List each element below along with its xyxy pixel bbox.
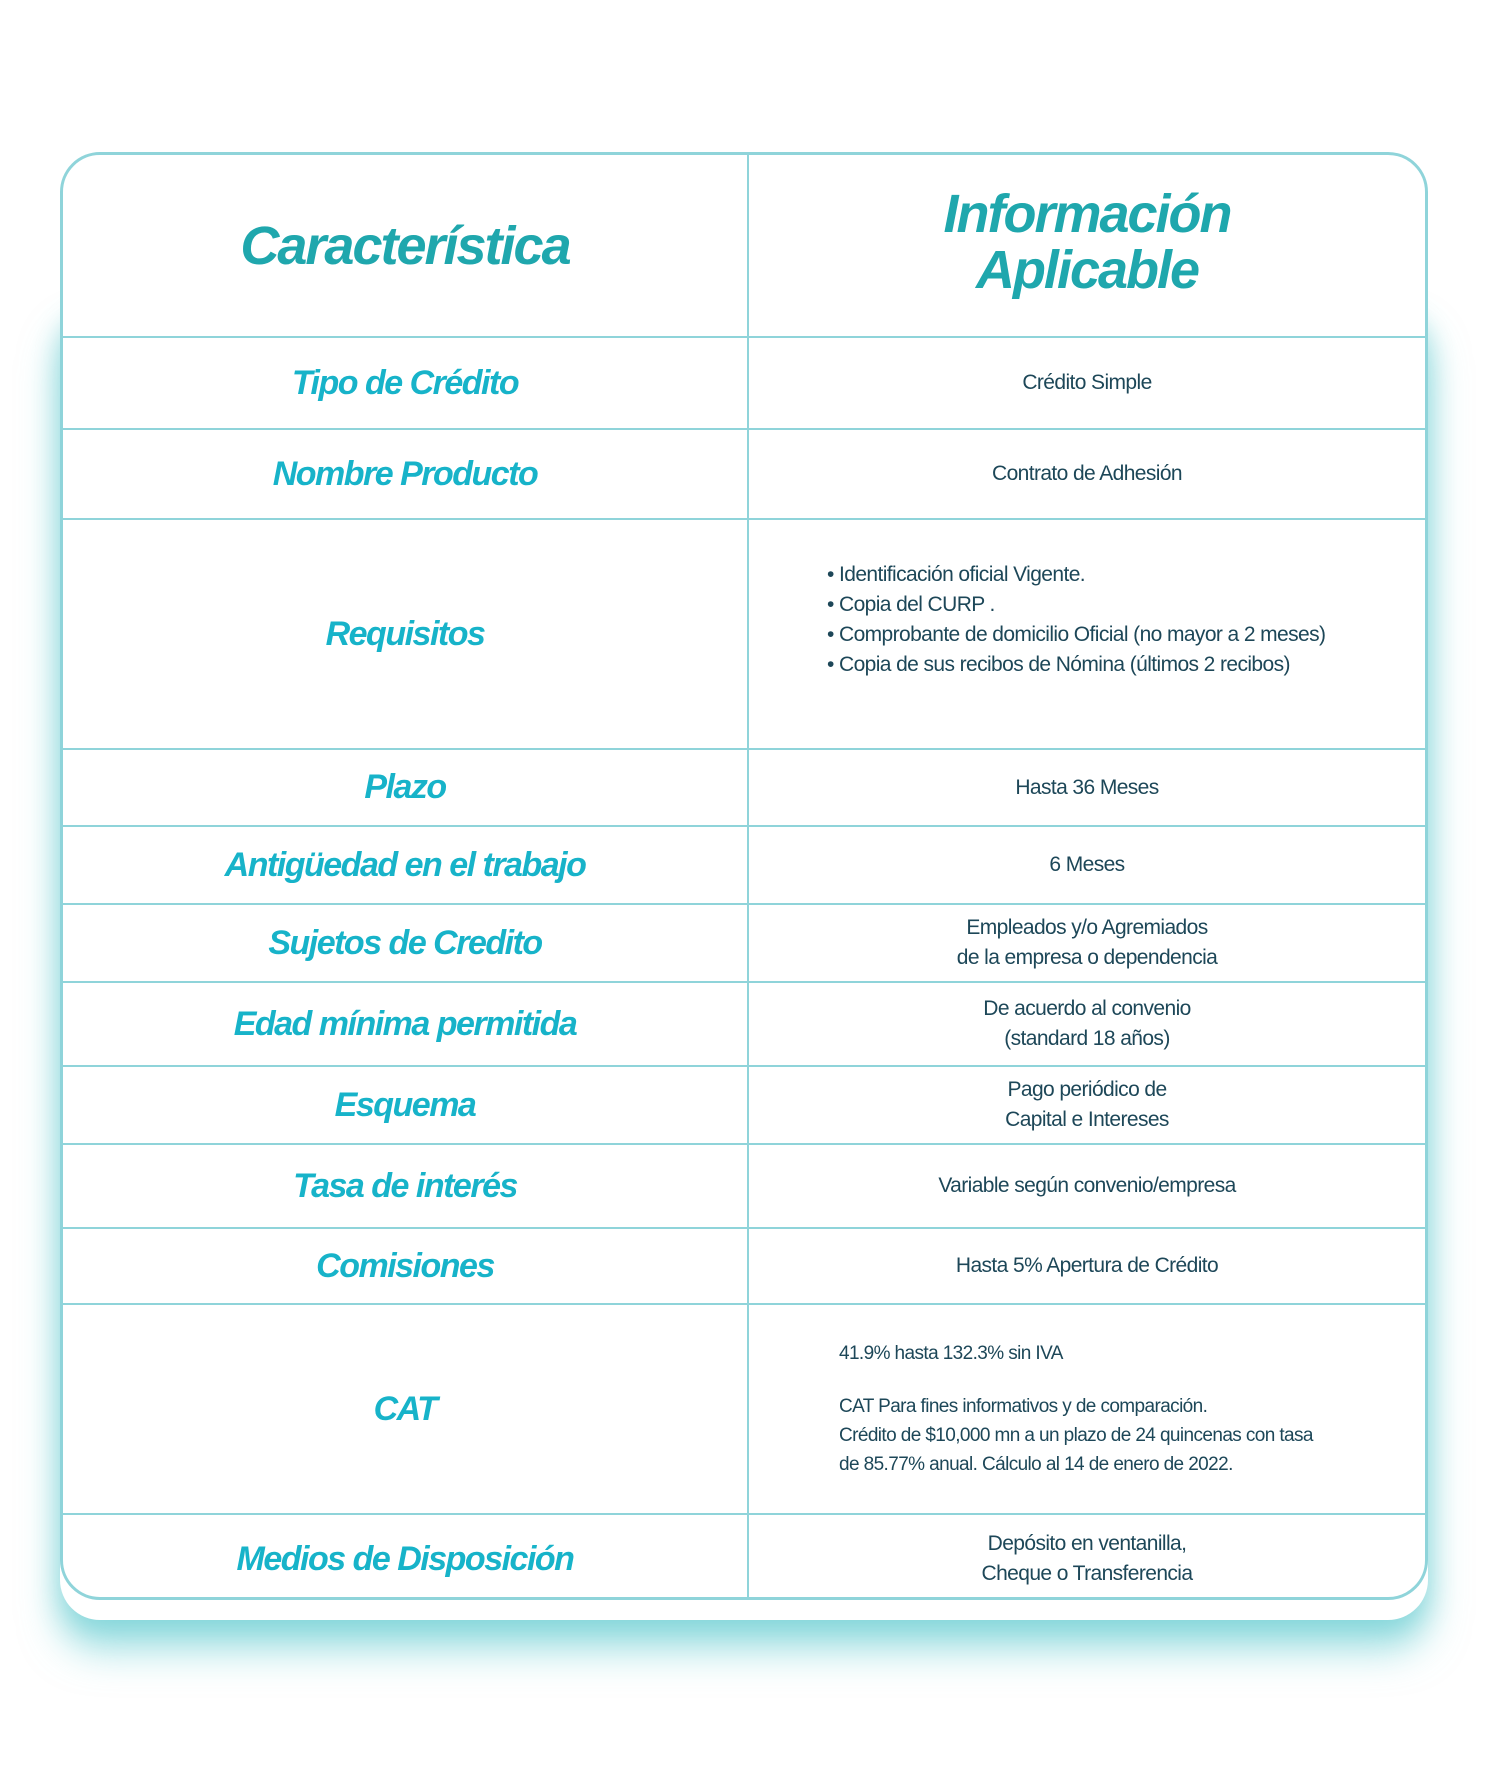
table-row xyxy=(63,429,1425,519)
credit-info-table-card xyxy=(60,152,1428,1600)
header-info xyxy=(749,183,1425,300)
table-row xyxy=(63,749,1425,826)
row-label: Plazo xyxy=(364,768,446,806)
row-info: 6 Meses xyxy=(1049,853,1125,876)
row-info: Variable según convenio/empresa xyxy=(938,1174,1236,1197)
row-label: Comisiones xyxy=(316,1246,494,1285)
table-row xyxy=(63,337,1425,429)
table-header-row xyxy=(63,155,1425,337)
list-item: • Identificación oficial Vigente. xyxy=(827,560,1325,590)
table-row xyxy=(63,1066,1425,1144)
table-row xyxy=(63,1514,1425,1600)
row-label: Edad mínima permitida xyxy=(233,1004,577,1043)
cat-details xyxy=(839,1339,1313,1479)
row-info: Empleados y/o Agremiados de la empresa o dependencia xyxy=(956,916,1218,969)
row-info: Hasta 36 Meses xyxy=(1015,775,1159,799)
list-item: • Comprobante de domicilio Oficial (no mayor a 2 meses) xyxy=(827,620,1325,650)
requirements-list xyxy=(827,560,1325,680)
table-row xyxy=(63,904,1425,982)
row-info: De acuerdo al convenio (standard 18 años) xyxy=(983,997,1191,1050)
row-label: Requisitos xyxy=(325,614,485,653)
row-label: Medios de Disposición xyxy=(236,1539,574,1578)
row-info: Hasta 5% Apertura de Crédito xyxy=(955,1254,1219,1277)
row-label: Antigüedad en el trabajo xyxy=(224,845,586,884)
row-info: Pago periódico de Capital e Intereses xyxy=(1005,1078,1169,1131)
row-label: CAT xyxy=(373,1389,437,1428)
row-label: Tipo de Crédito xyxy=(291,363,519,402)
table-row xyxy=(63,982,1425,1066)
row-label: Tasa de interés xyxy=(293,1166,517,1205)
table-row xyxy=(63,1304,1425,1514)
list-item: • Copia del CURP . xyxy=(827,590,1325,620)
header-info-cell xyxy=(748,155,1425,337)
header-characteristic: Característica xyxy=(240,215,570,276)
row-info: Depósito en ventanilla, Cheque o Transferencia xyxy=(981,1532,1193,1585)
header-info-line-1: Información xyxy=(943,183,1231,244)
credit-info-table xyxy=(63,155,1425,1600)
table-row xyxy=(63,519,1425,749)
cat-range: 41.9% hasta 132.3% sin IVA xyxy=(839,1343,1063,1364)
row-info: Contrato de Adhesión xyxy=(992,462,1182,485)
row-label: Nombre Producto xyxy=(272,454,538,493)
cat-line: CAT Para fines informativos y de comparación. xyxy=(839,1396,1208,1417)
list-item: • Copia de sus recibos de Nómina (últimos 2 recibos) xyxy=(827,650,1325,680)
cat-line: Crédito de $10,000 mn a un plazo de 24 quincenas con tasa xyxy=(839,1425,1313,1446)
table-row xyxy=(63,1228,1425,1304)
header-info-line-2: Aplicable xyxy=(975,239,1199,300)
row-label: Sujetos de Credito xyxy=(268,923,542,962)
table-row xyxy=(63,1144,1425,1228)
cat-line: de 85.77% anual. Cálculo al 14 de enero de 2022. xyxy=(839,1454,1233,1475)
row-label: Esquema xyxy=(334,1085,476,1124)
header-characteristic-cell xyxy=(63,155,748,337)
table-row xyxy=(63,826,1425,904)
row-info: Crédito Simple xyxy=(1022,371,1152,394)
